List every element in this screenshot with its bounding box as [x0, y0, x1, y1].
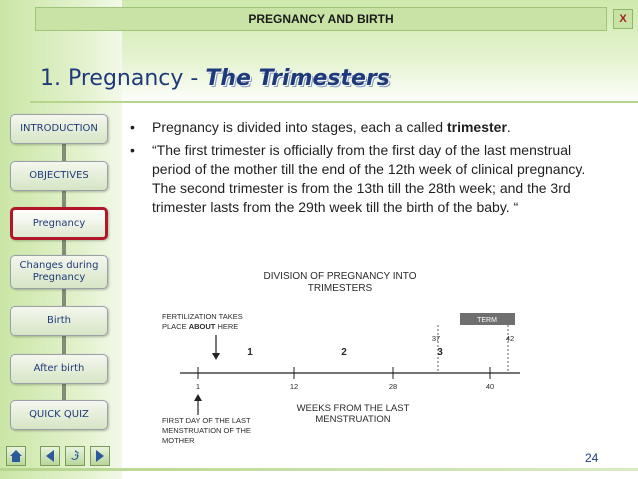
- nav-button-pregnancy[interactable]: [10, 207, 108, 240]
- nav-button-label: Birth: [46, 315, 71, 326]
- term-start-week: 37: [431, 334, 441, 343]
- return-icon: [68, 449, 82, 463]
- home-button[interactable]: [6, 446, 26, 466]
- nav-button-changes-during-pregnancy[interactable]: [10, 255, 108, 289]
- home-icon: [9, 449, 23, 463]
- nav-button-label: After birth: [33, 363, 85, 374]
- diagram-title-line2: TRIMESTERS: [307, 283, 373, 294]
- bullet-icon: •: [130, 142, 135, 158]
- nav-button-after-birth[interactable]: [10, 354, 108, 384]
- nav-button-label: Changes during Pregnancy: [19, 260, 99, 283]
- term-end-week: 42: [505, 334, 515, 343]
- page-number: 24: [585, 451, 599, 465]
- week-label-28: 28: [388, 382, 398, 391]
- footer-divider: [0, 468, 638, 471]
- fertilization-label-line1: FERTILIZATION TAKES: [162, 312, 243, 321]
- trimester-diagram-svg: [150, 265, 530, 455]
- bullet-keyword: trimester: [446, 119, 507, 135]
- bullet-text: Pregnancy is divided into stages, each a called: [152, 119, 447, 135]
- trimester-label-3: 3: [437, 347, 443, 358]
- trimester-label-2: 2: [341, 347, 347, 358]
- bullet-text-end: .: [506, 119, 511, 135]
- first-day-label-line3: MOTHER: [162, 436, 195, 445]
- forward-icon: [93, 449, 107, 463]
- bullet-item: [130, 118, 600, 137]
- fertilization-label-line2: PLACE ABOUT HERE: [162, 322, 239, 331]
- bullet-item: [130, 141, 600, 217]
- first-day-arrowhead-icon: [194, 394, 202, 401]
- fertilization-arrowhead-icon: [212, 353, 220, 360]
- first-day-label-line2: MENSTRUATION OF THE: [162, 426, 251, 435]
- page-title-sub: The Trimesters: [205, 66, 390, 91]
- header-divider: [30, 101, 638, 103]
- term-label: TERM: [477, 317, 497, 324]
- week-label-40: 40: [485, 382, 495, 391]
- window-title: PREGNANCY AND BIRTH: [248, 12, 394, 26]
- week-label-12: 12: [289, 382, 299, 391]
- window-title-bar: [35, 7, 607, 31]
- trimester-label-1: 1: [247, 347, 253, 358]
- week-label-1: 1: [195, 382, 201, 391]
- nav-button-label: OBJECTIVES: [29, 170, 89, 181]
- page-title-main: 1. Pregnancy -: [40, 66, 199, 91]
- close-icon: X: [619, 13, 627, 25]
- page-title: [40, 66, 390, 91]
- nav-button-quick-quiz[interactable]: [10, 400, 108, 430]
- bullet-text: “The first trimester is officially from the first day of the last menstrual period of the mother till the end of the 12th week of clinical pregnancy. The second trimester is from the 13th till the 28th week; and the 3rd trimester lasts from the 29th week till the birth of the baby. “: [152, 142, 586, 215]
- back-icon: [43, 449, 57, 463]
- nav-button-label: INTRODUCTION: [20, 123, 98, 134]
- nav-button-birth[interactable]: [10, 306, 108, 336]
- forward-button[interactable]: [90, 446, 110, 466]
- back-button[interactable]: [40, 446, 60, 466]
- nav-button-objectives[interactable]: [10, 161, 108, 191]
- close-button[interactable]: [613, 9, 633, 29]
- axis-label-line2: MENSTRUATION: [315, 414, 391, 425]
- nav-button-label: Pregnancy: [32, 217, 86, 229]
- first-day-label-line1: FIRST DAY OF THE LAST: [162, 416, 251, 425]
- diagram-title-line1: DIVISION OF PREGNANCY INTO: [263, 271, 417, 282]
- nav-button-introduction[interactable]: [10, 114, 108, 144]
- return-button[interactable]: [65, 446, 85, 466]
- trimester-diagram: [150, 265, 530, 455]
- nav-button-label: QUICK QUIZ: [29, 409, 89, 420]
- bullet-list: [130, 118, 600, 221]
- axis-label-line1: WEEKS FROM THE LAST: [296, 403, 410, 414]
- bullet-icon: •: [130, 119, 135, 135]
